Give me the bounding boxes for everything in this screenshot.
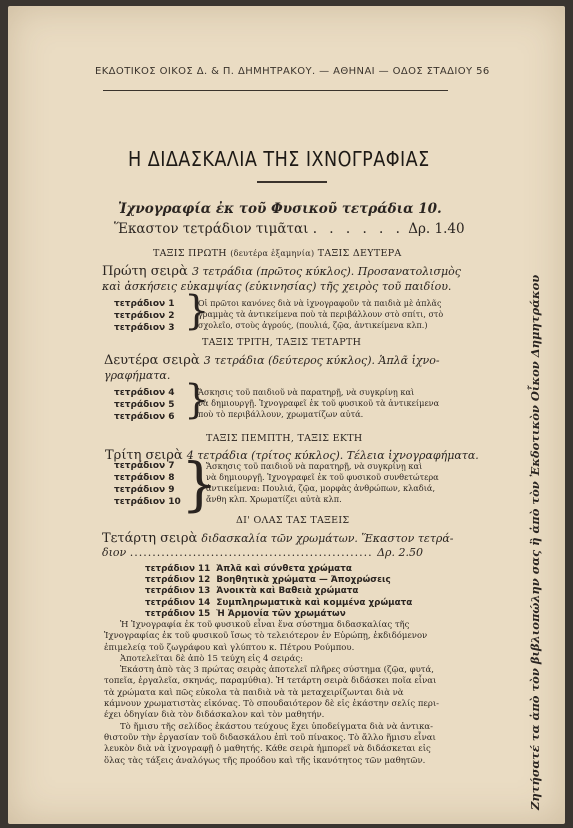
series-4-notebooks (145, 564, 412, 620)
series-3-line-1: Τρίτη σειρὰ 4 τετράδια (τρίτος κύκλος). Τέλεια ἰχνογραφήματα. (105, 448, 479, 463)
header-rule (103, 90, 448, 91)
brace-1: } (184, 288, 210, 334)
series-2-line-1: Δευτέρα σειρὰ 3 τετράδια (δεύτερος κύκλος). Ἁπλᾶ ἰχνο- (104, 353, 440, 368)
page-title: Η ΔΙΔΑΣΚΑΛΙΑ ΤΗΣ ΙΧΝΟΓΡΑΦΙΑΣ (128, 147, 430, 171)
intro-price-label: Ἕκαστον τετράδιον τιμᾶται (114, 221, 309, 237)
description-paragraphs: Ἡ Ἰχνογραφία ἐκ τοῦ φυσικοῦ εἶναι ἕνα σύστημα διδασκαλίας τῆς Ἰχνογραφίας ἐκ τοῦ φυσικοῦ ἴσως τὸ τελειότερον ἐν Εὐρώπῃ, ἐκδιδόμενον ἐπιμελείᾳ τοῦ ζωγράφου καὶ γλύπτου κ. Πέτρου Ρούμπου. Ἀποτελεῖται δὲ ἀπὸ 15 τεύχη εἰς 4 σειράς: Ἑκάστη ἀπὸ τὰς 3 πρώτας σειρὰς ἀποτελεῖ πλῆρες σύστημα (ζῷα, φυτά, τοπεῖα, ἐργαλεῖα, σκηνάς, παραμύθια). Ἡ τετάρτη σειρὰ διδάσκει ποῖα εἶναι τὰ χρώματα καὶ πῶς εὐκολα τὰ παιδιὰ νὰ τὰ μεταχειρίζωνται διὰ νὰ κάμνουν χρωματιστὰς εἰκόνας. Τὸ σπουδαιότερον δὲ εἰς ἑκάστην σελίς περι- έχει ὁδηγίαν διὰ τὸν διδάσκαλον καὶ τὸν μαθητήν. Τὸ ἥμισυ τῆς σελίδος ἑκάστου τεύχους ἔχει ὑποδείγματα διὰ νὰ ἀντικα- θιστοῦν τὴν ἐργασίαν τοῦ διδασκάλου ἐπὶ τοῦ πίνακος. Τὸ ἄλλο ἥμισυ εἶναι λευκὸν διὰ νὰ ἰχνογραφῇ ὁ μαθητής. Κάθε σειρὰ ἠμπορεῖ νὰ διδάσκεται εἰς ὅλας τὰς τάξεις ἀναλόγως τῆς προόδου καὶ τῆς ἱκανότητος τῶν μαθητῶν. (104, 620, 440, 766)
publisher-header: ΕΚΔΟΤΙΚΟΣ ΟΙΚΟΣ Δ. & Π. ΔΗΜΗΤΡΑΚΟΥ. — ΑΘΗΝΑΙ — ΟΔΟΣ ΣΤΑΔΙΟΥ 56 (95, 66, 490, 77)
list-item: τετράδιον 13 Ἀνοικτὰ καὶ Βαθειὰ χρώματα (145, 586, 359, 597)
section-3-heading: ΤΑΞΙΣ ΠΕΜΠΤΗ, ΤΑΞΙΣ ΕΚΤΗ (206, 433, 363, 444)
brace-3: } (181, 450, 218, 518)
intro-price: Δρ. 1.40 (408, 221, 465, 237)
series-3-notebooks: τετράδιον 7 τετράδιον 8 τετράδιον 9 τετράδιον 10 (114, 461, 181, 507)
series-1-line-2: καὶ ἀσκήσεις εὐκαμψίας (εὐκινησίας) τῆς χειρὸς τοῦ παιδίου. (102, 280, 452, 293)
intro-line-2: Ἕκαστον τετράδιον τιμᾶται . . . . . . Δρ. 1.40 (114, 221, 465, 237)
list-item: τετράδιον 15 Ἡ Ἁρμονία τῶν χρωμάτων (145, 608, 346, 619)
section-2-heading: ΤΑΞΙΣ ΤΡΙΤΗ, ΤΑΞΙΣ ΤΕΤΑΡΤΗ (202, 337, 362, 348)
list-item: τετράδιον 11 Ἁπλᾶ καὶ σύνθετα χρώματα (145, 564, 352, 574)
series-2-line-2: γραφήματα. (104, 369, 171, 382)
brace-2: } (184, 377, 210, 423)
series-4-line-1: Τετάρτη σειρὰ διδασκαλία τῶν χρωμάτων. Ἕκαστον τετρά- (102, 531, 454, 546)
section-1-heading: ΤΑΞΙΣ ΠΡΩΤΗ (δευτέρα ἑξαμηνία) ΤΑΞΙΣ ΔΕΥΤΕΡΑ (153, 248, 402, 259)
series-1-notebooks: τετράδιον 1 τετράδιον 2 τετράδιον 3 (114, 299, 175, 333)
series-2-desc: Ἄσκησις τοῦ παιδιοῦ νὰ παρατηρῇ, νὰ συγκρίνῃ καὶ νὰ δημιουργῇ. Ἰχνογραφεῖ ἐκ τοῦ φυσικοῦ τὰ ἀντικείμενα ποὺ τὸ περιβάλλουν, χρωματίζων αὐτά. (198, 387, 440, 419)
series-1-desc: Οἱ πρῶτοι κανόνες διὰ νὰ ἰχνογραφοῦν τὰ παιδιὰ μὲ ἁπλᾶς γραμμὰς τὰ ἀντικείμενα ποὺ τὰ περιβάλλουν στὸ σπίτι, στὸ σχολεῖο, στοὺς ἀγρούς, (πουλιά, ζῷα, ἀντικείμενα κλπ.) (198, 299, 444, 330)
list-item: τετράδιον 12 Βοηθητικὰ χρώματα — Ἀποχρώσεις (145, 575, 391, 586)
intro-line-1: Ἰχνογραφία ἐκ τοῦ Φυσικοῦ τετράδια 10. (118, 201, 442, 217)
series-2-notebooks: τετράδιον 4 τετράδιον 5 τετράδιον 6 (114, 388, 175, 422)
series-4-line-2: διον ...................................................... Δρ. 2.50 (102, 546, 423, 559)
title-rule (257, 181, 327, 183)
series-1-line-1: Πρώτη σειρὰ 3 τετράδια (πρῶτος κύκλος). Προσανατολισμὸς (102, 264, 461, 279)
list-item: τετράδιον 14 Συμπληρωματικὰ καὶ κομμένα χρώματα (145, 597, 413, 608)
vertical-margin-text: Ζητήσατέ τα ἀπὸ τὸν βιβλιοπώλην σας ἢ ἀπὸ τὸν Ἐκδοτικὸν Οἶκον Δημητράκου (528, 274, 542, 810)
series-3-desc: Ἄσκησις τοῦ παιδιοῦ νὰ παρατηρῇ, νὰ συγκρίνῃ καὶ νὰ δημιουργῇ. Ἰχνογραφεῖ ἐκ τοῦ φυσικοῦ συνθετώτερα ἀντικείμενα: Πουλιά, ζῷα, μορφὰς ἀνθρώπων, κλαδιά, ἄνθη κλπ. Χρωματίζει αὐτὰ κλπ. (206, 461, 439, 504)
section-4-heading: ΔΙ' ΟΛΑΣ ΤΑΣ ΤΑΞΕΙΣ (236, 515, 350, 526)
